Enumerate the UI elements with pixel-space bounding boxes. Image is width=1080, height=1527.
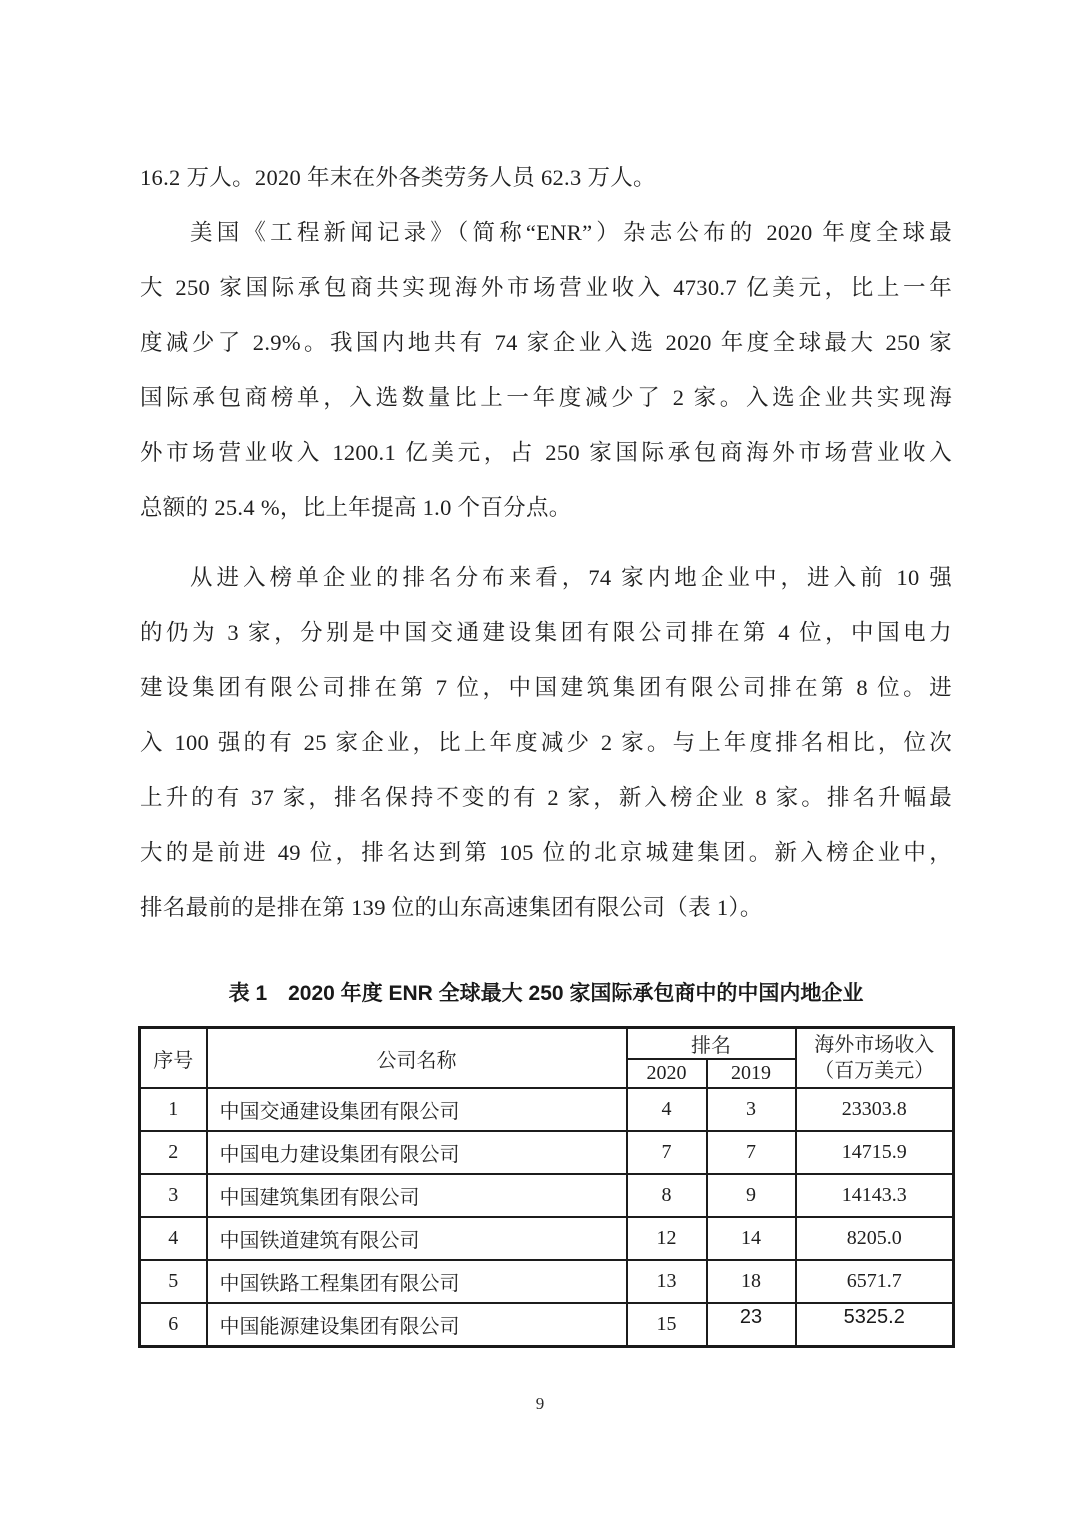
cell-rank-2020: 13 — [627, 1260, 707, 1303]
cell-rank-2020: 15 — [627, 1303, 707, 1347]
body-text — [140, 150, 952, 935]
cell-seq: 5 — [140, 1260, 207, 1303]
column-header-revenue-line2: （百万美元） — [814, 1060, 935, 1082]
table-row — [140, 1303, 954, 1347]
cell-seq: 2 — [140, 1131, 207, 1174]
column-header-2020: 2020 — [627, 1059, 707, 1088]
body-line: 建设集团有限公司排在第 7 位，中国建筑集团有限公司排在第 8 位。进 — [140, 675, 952, 700]
paragraph — [140, 550, 952, 935]
body-line: 国际承包商榜单，入选数量比上一年度减少了 2 家。入选企业共实现海 — [140, 385, 952, 410]
cell-company: 中国建筑集团有限公司 — [207, 1174, 627, 1217]
body-line: 大的是前进 49 位，排名达到第 105 位的北京城建集团。新入榜企业中， — [140, 840, 952, 865]
table-row — [140, 1131, 954, 1174]
column-header-revenue-line1: 海外市场收入 — [814, 1034, 935, 1056]
body-line: 上升的有 37 家，排名保持不变的有 2 家，新入榜企业 8 家。排名升幅最 — [140, 785, 952, 810]
cell-rank-2019: 14 — [707, 1217, 796, 1260]
cell-rank-2019: 23 — [707, 1303, 796, 1347]
contractors-table — [138, 1026, 955, 1348]
cell-rank-2019: 3 — [707, 1088, 796, 1131]
cell-seq: 3 — [140, 1174, 207, 1217]
paragraph — [140, 150, 952, 205]
table-row — [140, 1260, 954, 1303]
page-number: 9 — [535, 1394, 545, 1413]
cell-revenue: 5325.2 — [796, 1303, 954, 1347]
cell-rank-2019: 18 — [707, 1260, 796, 1303]
cell-company: 中国电力建设集团有限公司 — [207, 1131, 627, 1174]
body-line: 大 250 家国际承包商共实现海外市场营业收入 4730.7 亿美元，比上一年 — [140, 275, 952, 300]
cell-revenue: 23303.8 — [796, 1088, 954, 1131]
cell-company: 中国铁道建筑有限公司 — [207, 1217, 627, 1260]
cell-rank-2020: 7 — [627, 1131, 707, 1174]
cell-company: 中国能源建设集团有限公司 — [207, 1303, 627, 1347]
body-line: 度减少了 2.9%。我国内地共有 74 家企业入选 2020 年度全球最大 250 家 — [140, 330, 952, 355]
cell-revenue: 8205.0 — [796, 1217, 954, 1260]
cell-revenue: 14143.3 — [796, 1174, 954, 1217]
cell-revenue: 14715.9 — [796, 1131, 954, 1174]
body-line: 从进入榜单企业的排名分布来看，74 家内地企业中，进入前 10 强 — [190, 565, 952, 590]
table-row — [140, 1217, 954, 1260]
cell-seq: 6 — [140, 1303, 207, 1347]
body-line: 总额的 25.4 %，比上年提高 1.0 个百分点。 — [140, 495, 572, 520]
cell-rank-2019: 9 — [707, 1174, 796, 1217]
cell-revenue: 6571.7 — [796, 1260, 954, 1303]
column-header-revenue — [796, 1028, 954, 1089]
column-header-company: 公司名称 — [207, 1028, 627, 1089]
cell-company: 中国铁路工程集团有限公司 — [207, 1260, 627, 1303]
body-line: 美国《工程新闻记录》（简称“ENR”）杂志公布的 2020 年度全球最 — [190, 220, 952, 245]
body-line: 入 100 强的有 25 家企业，比上年度减少 2 家。与上年度排名相比，位次 — [140, 730, 952, 755]
column-header-2019: 2019 — [707, 1059, 796, 1088]
body-line: 的仍为 3 家，分别是中国交通建设集团有限公司排在第 4 位，中国电力 — [140, 620, 952, 645]
table-row — [140, 1174, 954, 1217]
body-line: 外市场营业收入 1200.1 亿美元，占 250 家国际承包商海外市场营业收入 — [140, 440, 952, 465]
column-header-seq: 序号 — [140, 1028, 207, 1089]
cell-rank-2020: 8 — [627, 1174, 707, 1217]
cell-seq: 1 — [140, 1088, 207, 1131]
body-line: 16.2 万人。2020 年末在外各类劳务人员 62.3 万人。 — [140, 165, 656, 190]
cell-rank-2020: 4 — [627, 1088, 707, 1131]
table-caption: 表 1 2020 年度 ENR 全球最大 250 家国际承包商中的中国内地企业 — [228, 982, 864, 1005]
cell-company: 中国交通建设集团有限公司 — [207, 1088, 627, 1131]
table-row — [140, 1088, 954, 1131]
column-header-rank: 排名 — [627, 1028, 796, 1060]
paragraph — [140, 205, 952, 535]
cell-rank-2020: 12 — [627, 1217, 707, 1260]
cell-rank-2019: 7 — [707, 1131, 796, 1174]
cell-seq: 4 — [140, 1217, 207, 1260]
body-line: 排名最前的是排在第 139 位的山东高速集团有限公司（表 1）。 — [140, 895, 763, 920]
